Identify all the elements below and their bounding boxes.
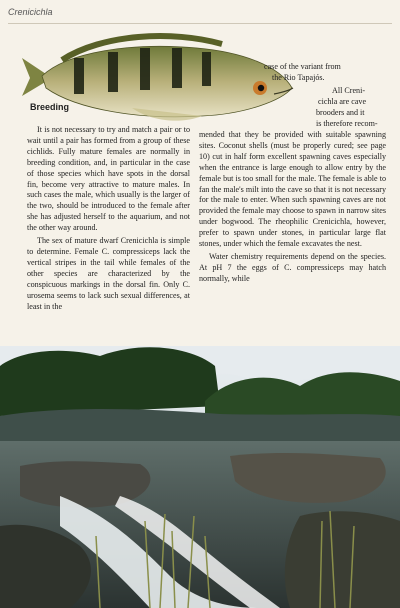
running-title: Crenicichla (8, 7, 53, 17)
section-heading: Breeding (30, 102, 70, 112)
right-wrap-line: All Creni- (332, 86, 366, 95)
paragraph: mended that they be provided with suitable spawning sites. Coconut shells (must be properly cured; see page 10) cut in half form excellent spawning caves especially when the entrance is large enough to allow entry by the female but is too small for the male. The female is able to fan the male's milt into the cave so that it is not necessary for the male to enter. When such spawning caves are not provided the female may choose to spawn in narrow sites under bogwood. The rheophilic Crenicichla, however, prefer to spawn under stones, in particular large flat stones, under which the female excavates the nest. (199, 130, 386, 249)
left-column (27, 125, 190, 314)
right-wrap-line: the Rio Tapajós. (272, 73, 325, 82)
paragraph: It is not necessary to try and match a pair or to wait until a pair has formed from a group of these cichlids. Fully mature females are normally in breeding condition, and, in particular in the case of those species which have spots in the dorsal fin, become very attractive to mature males. In such cases the male, which usually is the larger of the two, should be introduced to the female after she has adjusted herself to the aquarium, and not the other way around. (27, 125, 190, 233)
paragraph: The sex of mature dwarf Crenicichla is simple to determine. Female C. compressiceps lack the vertical stripes in the tail while females of the other species are characterized by the conspicuous markings in the dorsal fin. Only C. urosema seems to lack such sexual differences, at least in the (27, 236, 190, 311)
right-wrap-line: is therefore recom- (316, 119, 378, 128)
right-column (199, 130, 386, 287)
right-wrap-line: brooders and it (316, 108, 365, 117)
river-rapids-photo (0, 346, 400, 608)
right-wrap-line: cichla are cave (318, 97, 367, 106)
paragraph: Water chemistry requirements depend on the species. At pH 7 the eggs of C. compressiceps may hatch normally, while (199, 251, 386, 283)
right-wrap-line: case of the variant from (264, 62, 341, 71)
running-header (8, 7, 392, 24)
